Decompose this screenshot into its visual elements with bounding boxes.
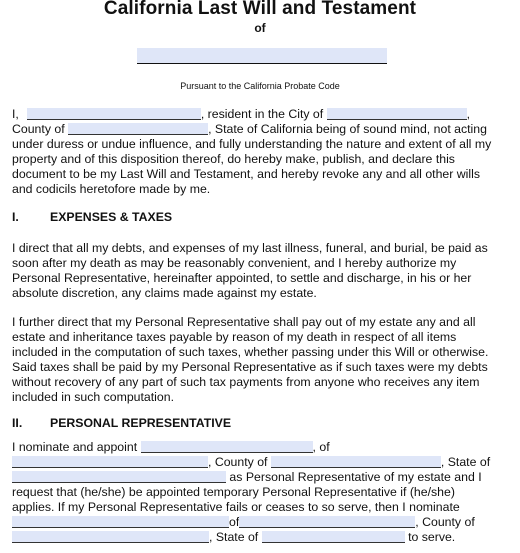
- s2-county-of: , County of: [208, 455, 268, 469]
- s1-p2-line: included in the computation of such taxes, whether passing under this Will or otherwise.: [12, 345, 489, 359]
- intro-comma: ,: [466, 107, 471, 121]
- s1-p2-line: Said taxes shall be paid by my Personal Representative as if such taxes were my debts: [12, 360, 488, 374]
- intro-line-4: property and of this disposition thereof, do hereby make, publish, and declare this: [12, 152, 455, 166]
- title-of: of: [254, 21, 266, 35]
- s1-p2-line: estate and inheritance taxes payable by reason of my death in respect of all items: [12, 330, 457, 344]
- county-field[interactable]: [68, 123, 208, 135]
- s1-p1-line: I direct that all my debts, and expenses of my last illness, funeral, and burial, be paid as: [12, 241, 488, 255]
- s1-p2-line: included in such computation.: [12, 390, 175, 404]
- intro-resident: , resident in the City of: [200, 107, 324, 121]
- s1-p1-line: soon after my death as may be reasonably convenient, and I hereby authorize my: [12, 256, 457, 270]
- s2-county-of-2: , County of: [415, 515, 475, 529]
- page-title: California Last Will and Testament: [103, 0, 417, 19]
- s2-to-serve: to serve.: [408, 530, 456, 544]
- s2-line-4: request that (he/she) be appointed temporary Personal Representative if (he/she): [12, 485, 455, 499]
- s2-line-5: applies. If my Personal Representative fails or ceases to so serve, then I nominate: [12, 500, 460, 514]
- testator-name-field[interactable]: [137, 48, 387, 64]
- intro-line-6: and codicils heretofore made by me.: [12, 182, 211, 196]
- pursuant-note: Pursuant to the California Probate Code: [180, 81, 340, 91]
- intro-paragraph: [12, 107, 512, 197]
- s1-p1-line: absolute discretion, any claims made against my estate.: [12, 286, 317, 300]
- intro-county-of: County of: [12, 122, 65, 136]
- section-1-heading: [12, 210, 172, 224]
- section-1-paragraph-2: [12, 315, 512, 405]
- alternate-city-field[interactable]: [239, 516, 415, 528]
- s2-of: , of: [312, 440, 330, 454]
- section-2-heading: [12, 416, 231, 430]
- section-1-paragraph-1: [12, 241, 512, 301]
- alternate-county-field[interactable]: [12, 531, 209, 543]
- representative-county-field[interactable]: [271, 456, 441, 468]
- city-field[interactable]: [327, 108, 467, 120]
- representative-state-field[interactable]: [12, 471, 226, 483]
- section-1-title: EXPENSES & TAXES: [50, 210, 173, 224]
- testator-field[interactable]: [27, 108, 201, 120]
- alternate-name-field[interactable]: [12, 516, 229, 528]
- s2-of-2: of: [229, 515, 240, 529]
- intro-state: , State of California being of sound mind, not acting: [208, 122, 487, 136]
- s2-state-of: , State of: [440, 455, 491, 469]
- section-2-number: II.: [12, 416, 23, 430]
- s1-p1-line: Personal Representative, hereinafter appointed, to settle and discharge, in his or her: [12, 271, 472, 285]
- intro-i: I,: [12, 107, 19, 121]
- section-2-title: PERSONAL REPRESENTATIVE: [50, 416, 232, 430]
- s2-nominate: I nominate and appoint: [12, 440, 138, 454]
- s1-p2-line: I further direct that my Personal Representative shall pay out of my estate any and all: [12, 315, 476, 329]
- representative-city-field[interactable]: [12, 456, 208, 468]
- intro-line-5: document to be my Last Will and Testament, and hereby revoke any and all other wills: [12, 167, 480, 181]
- s1-p2-line: without recovery of any part of such tax payments from anyone who receives any item: [12, 375, 480, 389]
- section-1-number: I.: [12, 210, 19, 224]
- alternate-state-field[interactable]: [262, 531, 405, 543]
- section-2-paragraph: [12, 440, 512, 545]
- intro-line-3: under duress or undue influence, and fully understanding the nature and extent of all my: [12, 137, 492, 151]
- s2-state-of-2: , State of: [209, 530, 259, 544]
- representative-name-field[interactable]: [141, 441, 313, 453]
- s2-as-pr: as Personal Representative of my estate and I: [229, 470, 482, 484]
